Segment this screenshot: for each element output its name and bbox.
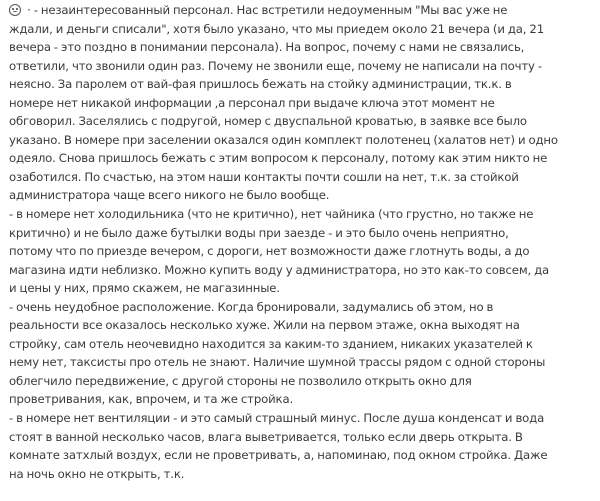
review-line: реальности все оказалось несколько хуже. Жили на первом этаже, окна выходят на bbox=[9, 318, 520, 333]
review-line: - очень неудобное расположение. Когда бронировали, задумались об этом, но в bbox=[9, 299, 494, 314]
review-line: вечера - это поздно в понимании персонала). На вопрос, почему с нами не связались, bbox=[9, 40, 525, 55]
review-line: указано. В номере при заселении оказался один комплект полотенец (халатов нет) и одно bbox=[9, 132, 558, 147]
review-line: на ночь окно не открыть, т.к. bbox=[9, 466, 185, 481]
review-line: номере нет никакой информации ,а персонал при выдаче ключа этот момент не bbox=[9, 95, 495, 110]
review-line: потому что по приезде вечером, с дороги, нет возможности даже глотнуть воды, а до bbox=[9, 244, 530, 259]
review-line: комнате затхлый воздух, если не проветривать, а, напоминаю, под окном стройка. Даже bbox=[9, 448, 548, 463]
review-line: · - незаинтересованный персонал. Нас встретили недоуменным "Мы вас уже не bbox=[9, 1, 594, 20]
review-line: - в номере нет вентиляции - и это самый страшный минус. После душа конденсат и вода bbox=[9, 411, 545, 426]
review-line: обговорил. Заселялись с подругой, номер с двуспальной кроватью, в заявке все было bbox=[9, 114, 527, 129]
review-line: администратора чаще всего никого не было вообще. bbox=[9, 188, 330, 203]
review-line: неясно. За паролем от вай-фая пришлось бежать на стойку администрации, тк.к. в bbox=[9, 77, 512, 92]
review-line: проветривания, как, впрочем, и та же стройка. bbox=[9, 392, 294, 407]
review-line: одеяло. Снова пришлось бежать с этим вопросом к персоналу, потому как этим никто не bbox=[9, 151, 548, 166]
review-line: магазина идти неблизко. Можно купить воду у администратора, но это как-то совсем, да bbox=[9, 262, 550, 277]
review-line: стоят в ванной несколько часов, влага выветривается, только если дверь открыта. В bbox=[9, 429, 523, 444]
review-line: ждали, и деньги списали", хотя было указано, что мы приедем около 21 вечера (и да, 21 bbox=[9, 21, 544, 36]
sad-face-icon bbox=[9, 4, 21, 16]
review-line: ответили, что звонили один раз. Почему не звонили еще, почему не написали на почту - bbox=[9, 58, 542, 73]
review-line: стройку, сам отель неочевидно находится за каким-то зданием, никаких указателей к bbox=[9, 336, 533, 351]
review-line: нему нет, таксисты про отель не знают. Наличие шумной трассы рядом с одной стороны bbox=[9, 355, 546, 370]
review-line: и цены у них, прямо скажем, не магазинные. bbox=[9, 281, 280, 296]
review-line: облегчило передвижение, с другой стороны не позволило открыть окно для bbox=[9, 373, 472, 388]
review-line: критично) и не было даже бутылки воды при заезде - и это было очень неприятно, bbox=[9, 225, 509, 240]
review-line: - в номере нет холодильника (что не критично), нет чайника (что грустно, но также не bbox=[9, 207, 534, 222]
review-line: озаботился. По счастью, на этом наши контакты почти сошли на нет, т.к. за стойкой bbox=[9, 169, 519, 184]
